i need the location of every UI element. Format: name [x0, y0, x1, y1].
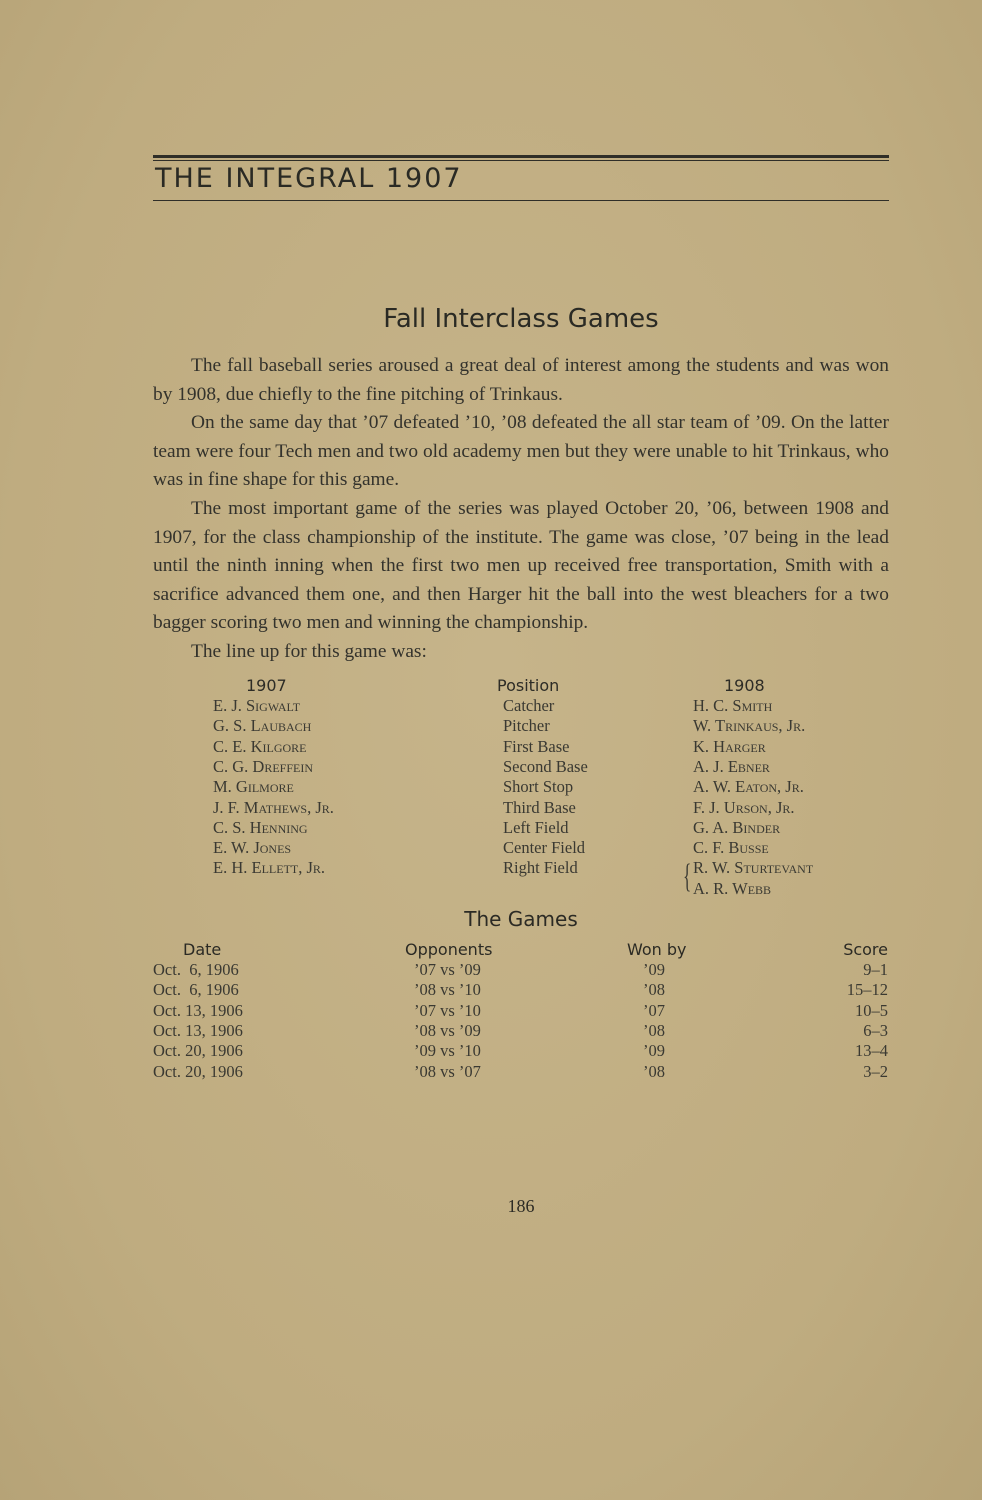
game-won-by: ’08 — [643, 1061, 665, 1081]
game-won-by: ’08 — [643, 980, 665, 1000]
games-header-won-by: Won by — [627, 940, 687, 959]
paragraph: The fall baseball series aroused a great deal of interest among the students and was won by 1908, due chiefly to the fine pitching of Trinkaus. — [153, 355, 889, 405]
paragraph: The line up for this game was: — [191, 640, 427, 662]
lineup-player-1908: F. J. Urson, Jr. — [693, 797, 795, 817]
lineup-position: Second Base — [503, 756, 588, 776]
lineup-player-1907: C. E. Kilgore — [213, 736, 307, 756]
game-opponents: ’08 vs ’09 — [414, 1020, 481, 1040]
games-header-opponents: Opponents — [405, 940, 493, 959]
game-opponents: ’08 vs ’10 — [414, 980, 481, 1000]
lineup-player-1908: W. Trinkaus, Jr. — [693, 716, 806, 736]
lineup-player-1908: A. W. Eaton, Jr. — [693, 777, 804, 797]
game-score: 10–5 — [855, 1000, 888, 1020]
game-won-by: ’08 — [643, 1020, 665, 1040]
lineup-player-1908: G. A. Binder — [693, 817, 781, 837]
lineup-player-1907: C. G. Dreffein — [213, 756, 314, 776]
lineup-player-1907: J. F. Mathews, Jr. — [213, 797, 334, 817]
game-won-by: ’09 — [643, 1041, 665, 1061]
game-opponents: ’07 vs ’10 — [414, 1000, 481, 1020]
game-score: 3–2 — [863, 1061, 888, 1081]
header-rule-bottom — [153, 200, 889, 201]
lineup-player-1907: E. H. Ellett, Jr. — [213, 858, 326, 878]
header-rule-top-thick — [153, 155, 889, 158]
game-score: 13–4 — [855, 1041, 888, 1061]
lineup-player-1907: E. J. Sigwalt — [213, 696, 301, 715]
game-date: Oct. 6, 1906 — [153, 960, 239, 979]
header-rule-top-thin — [153, 160, 889, 161]
lineup-player-1908: R. W. Sturtevant — [693, 858, 814, 878]
game-opponents: ’07 vs ’09 — [414, 960, 481, 979]
paragraph: On the same day that ’07 defeated ’10, ’08 defeated the all star team of ’09. On the latter team were four Tech men and two old academy men but they were unable to hit Trinkaus, who was in fine shape for this game. — [153, 412, 889, 491]
lineup-position: Center Field — [503, 838, 586, 858]
game-date: Oct. 6, 1906 — [153, 980, 239, 1000]
lineup-position: Pitcher — [503, 716, 550, 736]
game-score: 15–12 — [846, 980, 888, 1000]
lineup-player-1907: G. S. Laubach — [213, 716, 312, 736]
game-score: 6–3 — [863, 1020, 888, 1040]
lineup-position: Short Stop — [503, 777, 574, 797]
page-number: 186 — [507, 1196, 535, 1216]
lineup-header-1908: 1908 — [724, 676, 765, 695]
lineup-position: Third Base — [503, 797, 576, 817]
paragraph: The most important game of the series was played October 20, ’06, between 1908 and 1907, for the class championship of the institute. The game was close, ’07 being in the lead until the ninth inning when the first two men up received free transportation, Smith with a sacrifice advanced them one, and then Harger hit the ball into the west bleachers for a two bagger scoring two men and winning the championship. — [153, 497, 889, 634]
game-date: Oct. 20, 1906 — [153, 1041, 243, 1061]
games-title: The Games — [464, 907, 578, 931]
lineup-player-1908: C. F. Busse — [693, 838, 769, 858]
lineup-player-1908: K. Harger — [693, 736, 766, 756]
lineup-position: Right Field — [503, 858, 578, 878]
lineup-position: First Base — [503, 736, 570, 756]
lineup-position: Left Field — [503, 817, 569, 837]
game-opponents: ’09 vs ’10 — [414, 1041, 481, 1061]
game-won-by: ’07 — [643, 1000, 665, 1020]
game-date: Oct. 20, 1906 — [153, 1061, 243, 1081]
lineup-player-1907: C. S. Henning — [213, 817, 308, 837]
lineup-header-position: Position — [497, 676, 560, 695]
lineup-player-1907: M. Gilmore — [213, 777, 294, 797]
running-header: THE INTEGRAL 1907 — [155, 163, 463, 194]
lineup-player-1908: A. R. Webb — [693, 878, 772, 898]
lineup-player-1907: E. W. Jones — [213, 838, 292, 858]
brace-symbol: { — [683, 858, 692, 895]
game-opponents: ’08 vs ’07 — [414, 1061, 481, 1081]
games-header-date: Date — [183, 940, 222, 959]
lineup-header-1907: 1907 — [246, 676, 287, 695]
game-won-by: ’09 — [643, 960, 665, 979]
article-title: Fall Interclass Games — [383, 304, 659, 334]
lineup-player-1908: A. J. Ebner — [693, 756, 770, 776]
game-date: Oct. 13, 1906 — [153, 1020, 243, 1040]
game-date: Oct. 13, 1906 — [153, 1000, 243, 1020]
article-body — [153, 352, 889, 667]
lineup-player-1908: H. C. Smith — [693, 696, 773, 715]
game-score: 9–1 — [863, 960, 888, 979]
lineup-position: Catcher — [503, 696, 555, 715]
games-header-score: Score — [843, 940, 888, 959]
